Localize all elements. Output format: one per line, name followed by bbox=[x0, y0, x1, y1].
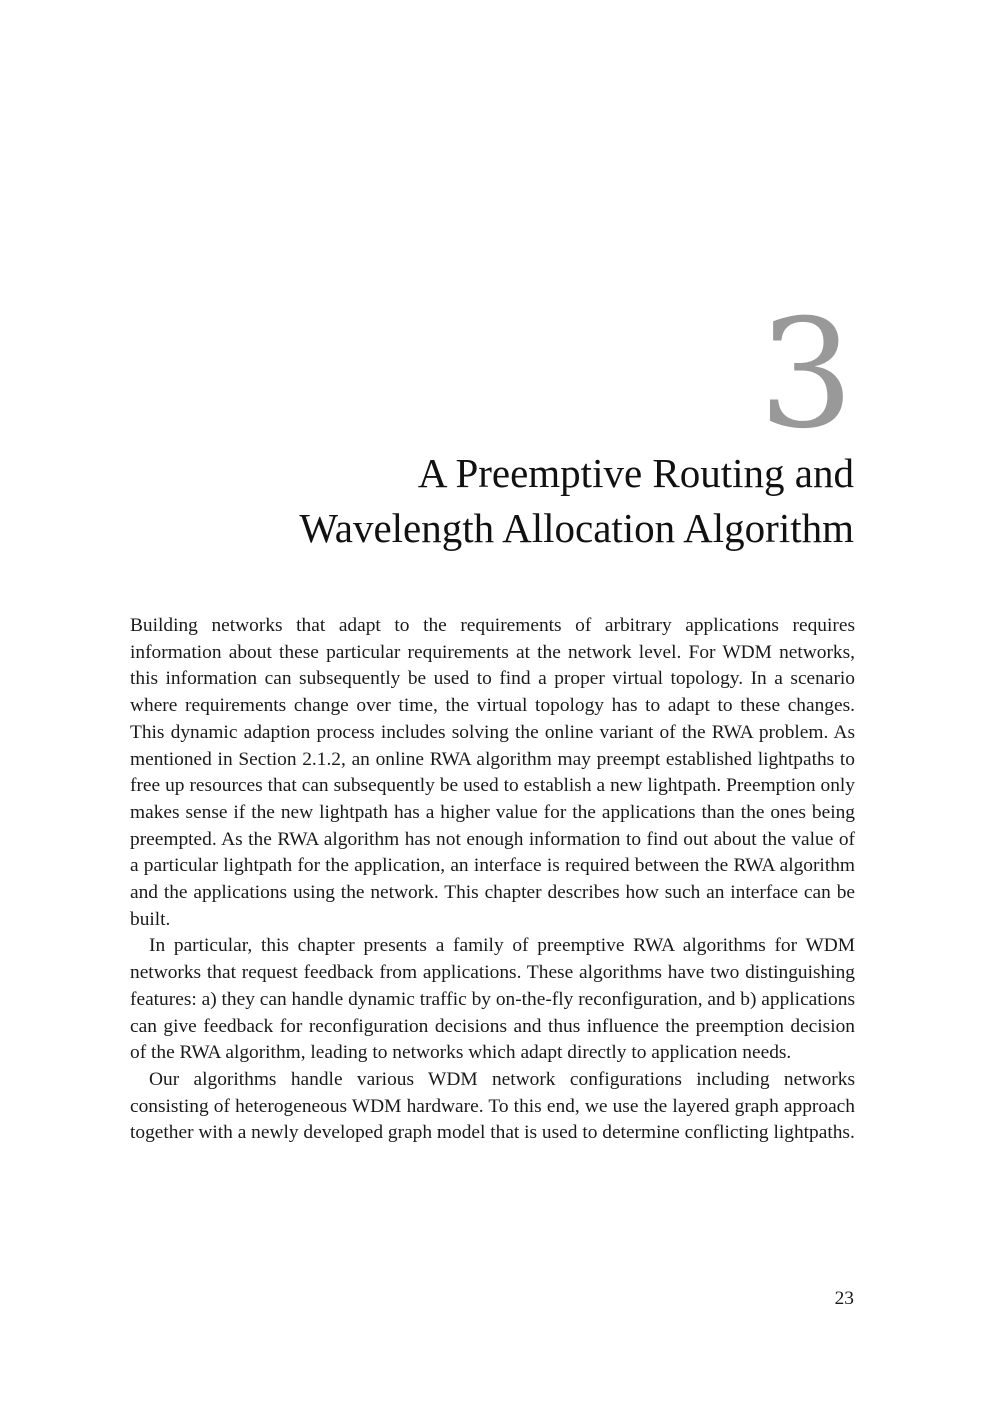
paragraph-1: Building networks that adapt to the requirements of arbitrary applications requires information about these particular requirements at the network level. For WDM networks, this information can subsequently be used to find a proper virtual topology. In a scenario where requirements change over time, the virtual topology has to adapt to these changes. This dynamic adaption process includes solving the online variant of the RWA problem. As mentioned in Section 2.1.2, an online RWA algorithm may preempt established lightpaths to free up resources that can subsequently be used to establish a new lightpath. Preemption only makes sense if the new lightpath has a higher value for the applications than the ones being preempted. As the RWA algorithm has not enough information to find out about the value of a particular lightpath for the application, an interface is required between the RWA algorithm and the applications using the network. This chapter describes how such an interface can be built. bbox=[130, 615, 855, 930]
chapter-body bbox=[130, 613, 855, 1147]
paragraph-3: Our algorithms handle various WDM network configurations including networks consisting of heterogeneous WDM hardware. To this end, we use the layered graph approach together with a newly developed graph model that is used to determine conflicting lightpaths. bbox=[130, 1068, 855, 1144]
chapter-title bbox=[134, 446, 854, 556]
chapter-title-line-2: Wavelength Allocation Algorithm bbox=[299, 505, 854, 551]
chapter-title-line-1: A Preemptive Routing and bbox=[417, 450, 854, 496]
page-number: 23 bbox=[834, 1288, 854, 1309]
paragraph-2: In particular, this chapter presents a family of preemptive RWA algorithms for WDM networks that request feedback from applications. These algorithms have two distinguishing features: a) they can handle dynamic traffic by on-the-fly reconfiguration, and b) applications can give feedback for reconfiguration decisions and thus influence the preemption decision of the RWA algorithm, leading to networks which adapt directly to application needs. bbox=[130, 935, 855, 1064]
chapter-number: 3 bbox=[758, 288, 854, 462]
